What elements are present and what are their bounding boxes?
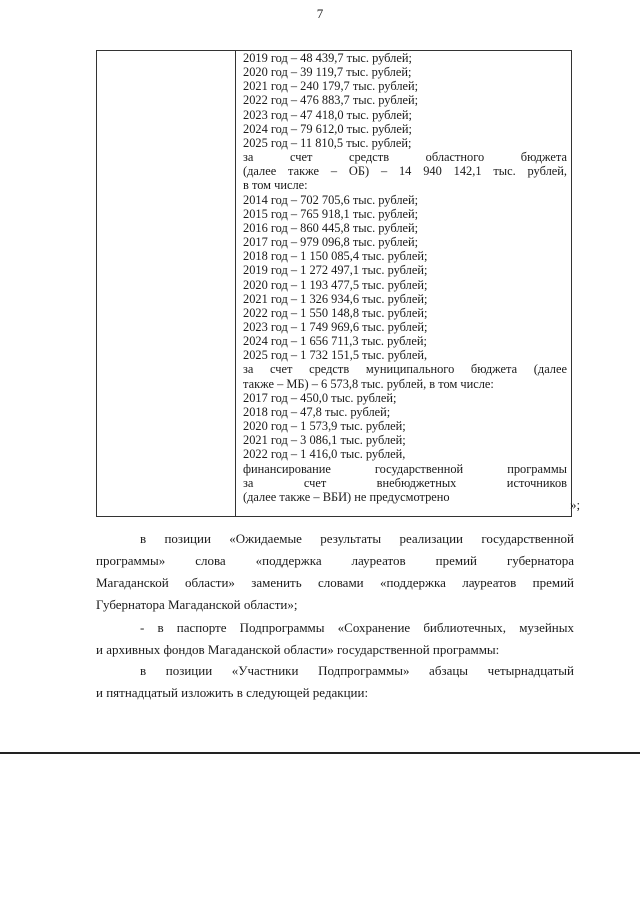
table-line: 2018 год – 47,8 тыс. рублей;	[243, 404, 391, 419]
table-line: за счет средств муниципального бюджета (далее	[243, 362, 567, 377]
table-line: за счет внебюджетных источников	[243, 475, 567, 490]
paragraph-line: - в паспорте Подпрограммы «Сохранение библиотечных, музейных	[140, 620, 574, 635]
table-line: 2018 год – 1 150 085,4 тыс. рублей;	[243, 249, 428, 264]
table-line: (далее также – ВБИ) не предусмотрено	[243, 489, 450, 504]
paragraph-line: и архивных фондов Магаданской области» государственной программы:	[96, 642, 500, 657]
table-right-column	[243, 51, 567, 504]
table-line: 2022 год – 476 883,7 тыс. рублей;	[243, 93, 419, 108]
table-line: за счет средств областного бюджета	[243, 150, 567, 165]
paragraph-subprogram-participants	[96, 660, 574, 704]
paragraph-line: в позиции «Ожидаемые результаты реализации государственной	[140, 531, 574, 546]
table-line: 2019 год – 1 272 497,1 тыс. рублей;	[243, 263, 428, 278]
table-line: 2015 год – 765 918,1 тыс. рублей;	[243, 206, 419, 221]
table-line: (далее также – ОБ) – 14 940 142,1 тыс. рублей,	[243, 164, 567, 179]
table-line: 2021 год – 3 086,1 тыс. рублей;	[243, 433, 406, 448]
paragraph-line: Магаданской области» заменить словами «поддержка лауреатов премий	[96, 575, 574, 590]
passport-table	[96, 50, 572, 517]
table-line: 2019 год – 48 439,7 тыс. рублей;	[243, 51, 412, 65]
table-line: 2024 год – 79 612,0 тыс. рублей;	[243, 121, 412, 136]
table-line: 2020 год – 39 119,7 тыс. рублей;	[243, 65, 412, 80]
table-left-column	[97, 51, 236, 516]
paragraph-line: Губернатора Магаданской области»;	[96, 597, 298, 612]
table-line: 2020 год – 1 573,9 тыс. рублей;	[243, 419, 406, 434]
table-line: 2022 год – 1 416,0 тыс. рублей,	[243, 447, 406, 462]
table-line: в том числе:	[243, 178, 308, 193]
table-line: 2020 год – 1 193 477,5 тыс. рублей;	[243, 277, 428, 292]
page-number: 7	[316, 6, 324, 21]
paragraph-subprogram-passport	[96, 617, 574, 661]
bottom-rule	[0, 752, 640, 754]
table-line: 2025 год – 1 732 151,5 тыс. рублей,	[243, 348, 428, 363]
closing-quote-mark: »;	[570, 497, 581, 512]
table-line: также – МБ) – 6 573,8 тыс. рублей, в том числе:	[243, 376, 494, 391]
table-line: 2017 год – 450,0 тыс. рублей;	[243, 390, 397, 405]
table-line: 2021 год – 240 179,7 тыс. рублей;	[243, 79, 419, 94]
table-line: 2025 год – 11 810,5 тыс. рублей;	[243, 135, 412, 150]
paragraph-line: в позиции «Участники Подпрограммы» абзацы четырнадцатый	[140, 663, 574, 678]
table-line: 2024 год – 1 656 711,3 тыс. рублей;	[243, 334, 427, 349]
table-line: 2016 год – 860 445,8 тыс. рублей;	[243, 220, 419, 235]
table-line: 2017 год – 979 096,8 тыс. рублей;	[243, 235, 419, 250]
table-line: 2022 год – 1 550 148,8 тыс. рублей;	[243, 305, 428, 320]
table-line: 2014 год – 702 705,6 тыс. рублей;	[243, 192, 419, 207]
paragraph-line: программы» слова «поддержка лауреатов премий губернатора	[96, 553, 574, 568]
table-line: 2023 год – 1 749 969,6 тыс. рублей;	[243, 319, 428, 334]
table-line: финансирование государственной программы	[243, 461, 567, 476]
paragraph-expected-results	[96, 528, 574, 616]
table-line: 2021 год – 1 326 934,6 тыс. рублей;	[243, 291, 428, 306]
paragraph-line: и пятнадцатый изложить в следующей редакции:	[96, 685, 369, 700]
table-line: 2023 год – 47 418,0 тыс. рублей;	[243, 107, 412, 122]
